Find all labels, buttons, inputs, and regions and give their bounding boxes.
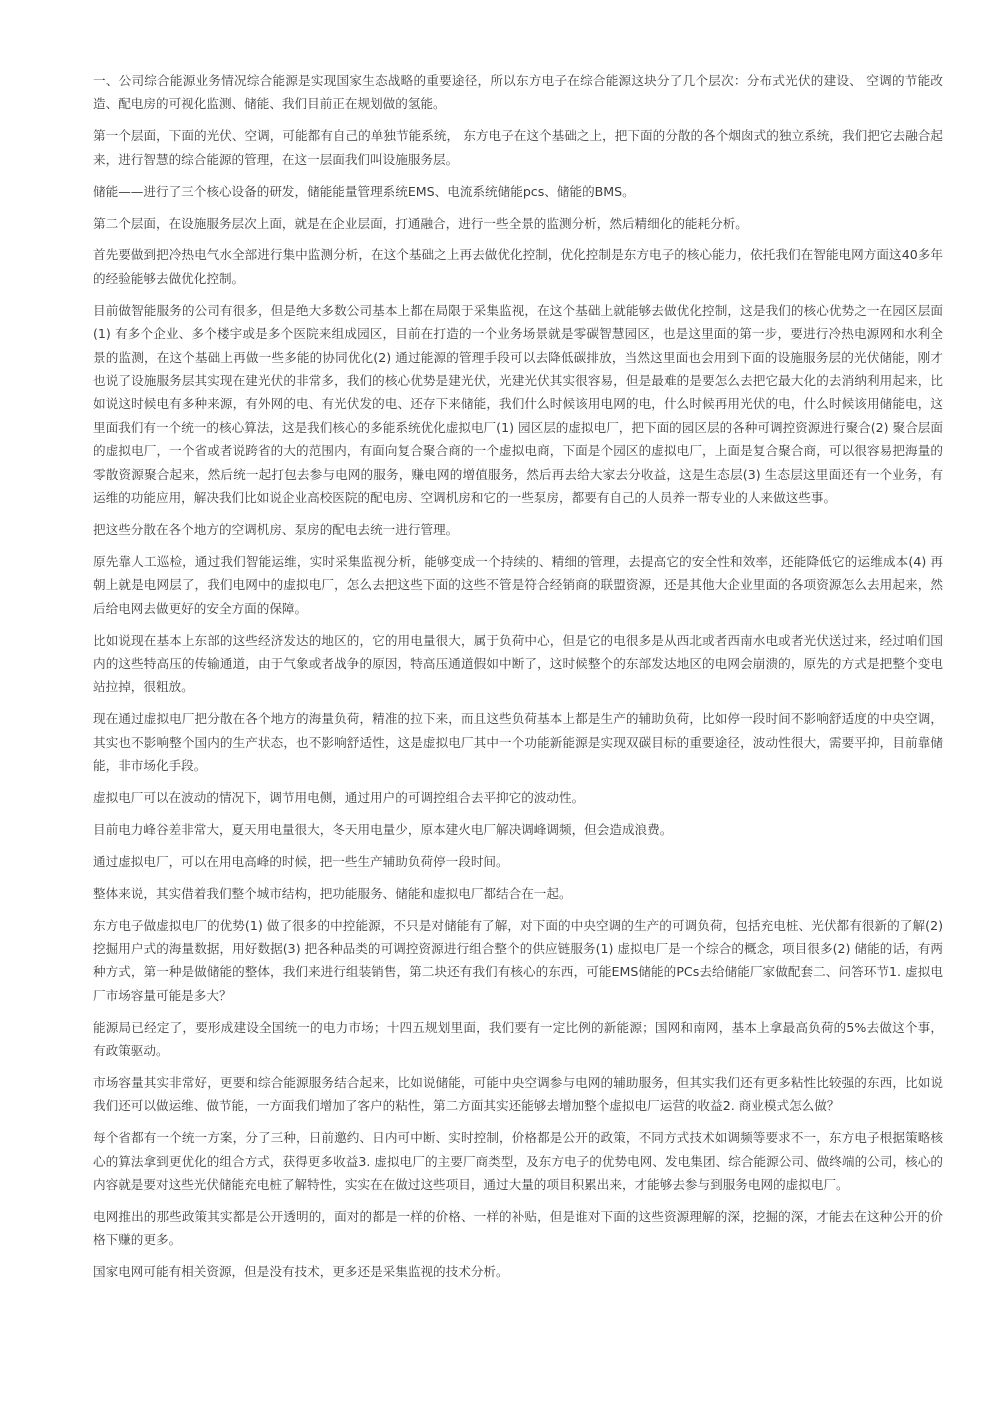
paragraph: 市场容量其实非常好，更要和综合能源服务结合起来，比如说储能，可能中央空调参与电网的辅助服务，但其实我们还有更多粘性比较强的东西，比如说我们还可以做运维、做节能，一方面我们增加了客户的粘性，第二方面其实还能够去增加整个虚拟电厂运营的收益2. 商业模式怎么做？	[93, 1075, 943, 1114]
paragraph: 储能——进行了三个核心设备的研发，储能能量管理系统EMS、电流系统储能pcs、储能的BMS。	[93, 183, 635, 199]
paragraph: 每个省都有一个统一方案，分了三种，日前邀约、日内可中断、实时控制，价格都是公开的政策，不同方式技术如调频等要求不一，东方电子根据策略核心的算法拿到更优化的组合方式，获得更多收益3. 虚拟电厂的主要厂商类型，及东方电子的优势电网、发电集团、综合能源公司、做终端的公司，核心的内容就是要对这些光伏储能充电桩了解特性，实实在在做过这些项目，通过大量的项目积累出来，才能够去参与到服务电网的虚拟电厂。	[93, 1130, 943, 1193]
paragraph: 目前做智能服务的公司有很多，但是绝大多数公司基本上都在局限于采集监视，在这个基础上就能够去做优化控制，这是我们的核心优势之一在园区层面(1) 有多个企业、多个楼宇或是多个医院来组成园区，目前在打造的一个业务场景就是零碳智慧园区，也是这里面的第一步，要进行冷热电源网和水利全景的监测，在这个基础上再做一些多能的协同优化(2) 通过能源的管理手段可以去降低碳排放，当然这里面也会用到下面的设施服务层的光伏储能，刚才也说了设施服务层其实现在建光伏的非常多，我们的核心优势是建光伏，光建光伏其实很容易，但是最难的是要怎么去把它最大化的去消纳利用起来，比如说这时候电有多种来源，有外网的电、有光伏发的电、还存下来储能，我们什么时候该用电网的电，什么时候再用光伏的电，什么时候该用储能电，这里面我们有一个统一的核心算法，这是我们核心的多能系统优化虚拟电厂(1) 园区层的虚拟电厂，把下面的园区层的各种可调控资源进行聚合(2) 聚合层面的虚拟电厂，一个省或者说跨省的大的范围内，有面向复合聚合商的一个虚拟电商，下面是个园区的虚拟电厂，上面是复合聚合商，可以很容易把海量的零散资源聚合起来，然后统一起打包去参与电网的服务，赚电网的增值服务，然后再去给大家去分收益，这是生态层(3) 生态层这里面还有一个业务，有运维的功能应用，解决我们比如说企业高校医院的配电房、空调机房和它的一些泵房，都要有自己的人员养一帮专业的人来做这些事。	[93, 302, 943, 505]
paragraph: 一、公司综合能源业务情况综合能源是实现国家生态战略的重要途径，所以东方电子在综合能源这块分了几个层次：分布式光伏的建设、 空调的节能改造、配电房的可视化监测、储能、我们目前正在规划做的氢能。	[93, 73, 943, 112]
paragraph: 整体来说，其实借着我们整个城市结构，把功能服务、储能和虚拟电厂都结合在一起。	[93, 885, 572, 901]
paragraph: 电网推出的那些政策其实都是公开透明的，面对的都是一样的价格、一样的补贴，但是谁对下面的这些资源理解的深，挖掘的深，才能去在这种公开的价格下赚的更多。	[93, 1209, 943, 1248]
paragraph: 首先要做到把冷热电气水全部进行集中监测分析，在这个基础之上再去做优化控制，优化控制是东方电子的核心能力，依托我们在智能电网方面这40多年的经验能够去做优化控制。	[93, 247, 943, 286]
paragraph: 比如说现在基本上东部的这些经济发达的地区的，它的用电量很大，属于负荷中心，但是它的电很多是从西北或者西南水电或者光伏送过来，经过咱们国内的这些特高压的传输通道，由于气象或者战争的原因，特高压通道假如中断了，这时候整个的东部发达地区的电网会崩溃的，原先的方式是把整个变电站拉掉，很粗放。	[93, 632, 943, 695]
paragraph: 虚拟电厂可以在波动的情况下，调节用电侧，通过用户的可调控组合去平抑它的波动性。	[93, 789, 585, 805]
paragraph: 东方电子做虚拟电厂的优势(1) 做了很多的中控能源，不只是对储能有了解，对下面的中央空调的生产的可调负荷，包括充电桩、光伏都有很新的了解(2) 挖掘用户式的海量数据，用好数据(3) 把各种品类的可调控资源进行组合整个的供应链服务(1) 虚拟电厂是一个综合的概念，项目很多(2) 储能的话，有两种方式，第一种是做储能的整体，我们来进行组装销售，第二块还有我们有核心的东西，可能EMS储能的PCs去给储能厂家做配套二、问答环节1. 虚拟电厂市场容量可能是多大？	[93, 917, 943, 1003]
paragraph: 现在通过虚拟电厂把分散在各个地方的海量负荷，精准的拉下来，而且这些负荷基本上都是生产的辅助负荷，比如停一段时间不影响舒适度的中央空调，其实也不影响整个国内的生产状态，也不影响舒适性，这是虚拟电厂其中一个功能新能源是实现双碳目标的重要途径，波动性很大，需要平抑，目前靠储能，非市场化手段。	[93, 711, 943, 774]
paragraph: 能源局已经定了，要形成建设全国统一的电力市场；十四五规划里面，我们要有一定比例的新能源；国网和南网，基本上拿最高负荷的5%去做这个事，有政策驱动。	[93, 1019, 943, 1059]
paragraph: 原先靠人工巡检，通过我们智能运维，实时采集监视分析，能够变成一个持续的、精细的管理，去提高它的安全性和效率，还能降低它的运维成本(4) 再朝上就是电网层了，我们电网中的虚拟电厂，怎么去把这些下面的这些不管是符合经销商的联盟资源，还是其他大企业里面的各项资源怎么去用起来，然后给电网去做更好的安全方面的保障。	[93, 553, 943, 616]
paragraph: 第二个层面，在设施服务层次上面，就是在企业层面，打通融合，进行一些全景的监测分析，然后精细化的能耗分析。	[93, 215, 748, 231]
paragraph: 目前电力峰谷差非常大，夏天用电量很大，冬天用电量少，原本建火电厂解决调峰调频，但会造成浪费。	[93, 821, 673, 837]
paragraph: 国家电网可能有相关资源，但是没有技术，更多还是采集监视的技术分析。	[93, 1264, 509, 1280]
paragraph: 通过虚拟电厂，可以在用电高峰的时候，把一些生产辅助负荷停一段时间。	[93, 853, 509, 869]
paragraph: 把这些分散在各个地方的空调机房、泵房的配电去统一进行管理。	[93, 521, 459, 537]
document-page	[93, 69, 943, 1292]
paragraph: 第一个层面，下面的光伏、空调，可能都有自己的单独节能系统， 东方电子在这个基础之上，把下面的分散的各个烟囱式的独立系统，我们把它去融合起来，进行智慧的综合能源的管理，在这一层面我们叫设施服务层。	[93, 128, 943, 167]
